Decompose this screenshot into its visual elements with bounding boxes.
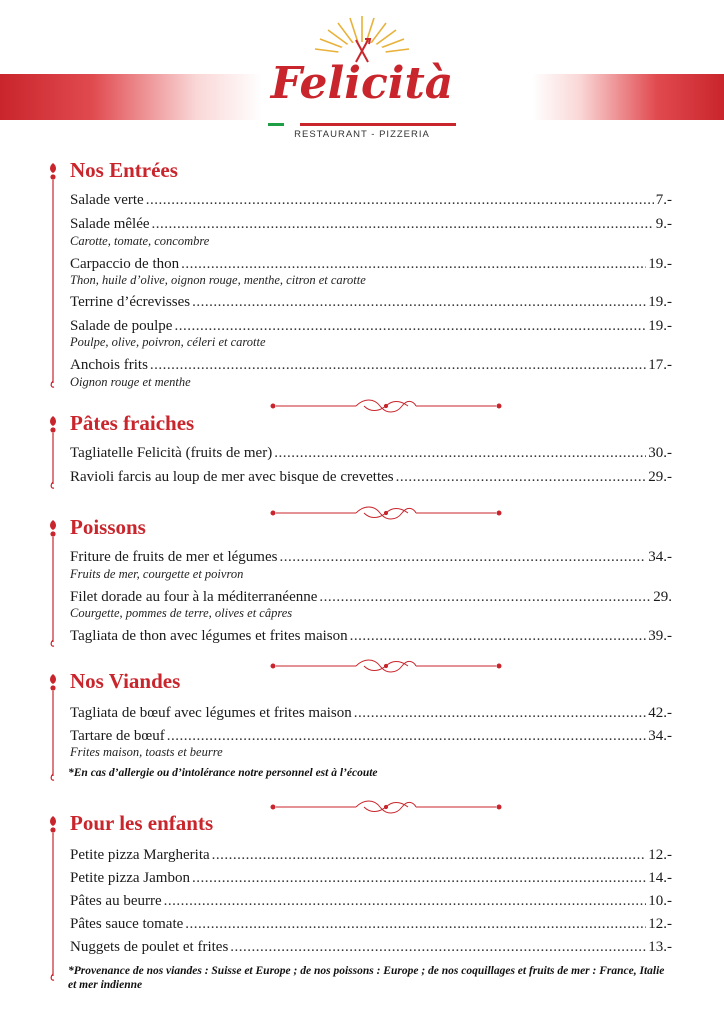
item-price: 30.-: [648, 445, 672, 461]
menu-item: [70, 443, 672, 463]
dot-leader: [174, 316, 646, 336]
item-price: 12.-: [648, 847, 672, 863]
item-name: Tartare de bœuf: [70, 728, 165, 744]
menu-item: [70, 214, 672, 234]
item-name: Terrine d’écrevisses: [70, 294, 191, 310]
dot-leader: [396, 467, 647, 487]
dot-leader: [150, 355, 646, 375]
item-price: 17.-: [648, 357, 672, 373]
menu-item: [70, 845, 672, 865]
section-title: Nos Viandes: [70, 669, 181, 693]
item-name: Filet dorade au four à la méditerranéenne: [70, 589, 318, 605]
allergy-note: *En cas d’allergie ou d’intolérance notre personnel est à l’écoute: [68, 767, 378, 779]
dot-leader: [164, 891, 647, 911]
dot-leader: [167, 726, 647, 746]
menu-item: [70, 726, 672, 746]
item-price: 42.-: [648, 705, 672, 721]
item-price: 10.-: [648, 893, 672, 909]
dot-leader: [146, 190, 654, 210]
dot-leader: [185, 914, 646, 934]
item-name: Carpaccio de thon: [70, 256, 180, 272]
item-description: Thon, huile d’olive, oignon rouge, menthe, citron et carotte: [70, 273, 366, 287]
dot-leader: [192, 868, 646, 888]
flag-green-stripe: [268, 123, 284, 126]
dot-leader: [279, 547, 646, 567]
flourish-divider-icon: [268, 797, 504, 817]
dot-leader: [350, 626, 647, 646]
item-description: Fruits de mer, courgette et poivron: [70, 567, 244, 581]
menu-item: [70, 292, 672, 312]
section-title: Nos Entrées: [70, 158, 178, 182]
item-price: 9.-: [655, 216, 672, 232]
item-price: 34.-: [648, 728, 672, 744]
ornament-bullet-icon: [47, 163, 59, 389]
ornament-bullet-icon: [47, 674, 59, 782]
item-price: 39.-: [648, 628, 672, 644]
item-price: 19.-: [648, 318, 672, 334]
item-name: Pâtes sauce tomate: [70, 916, 184, 932]
provenance-note: *Provenance de nos viandes : Suisse et Europe ; de nos poissons : Europe ; de nos coquillages et fruits de mer : France, Italie et mer indienne: [68, 965, 665, 991]
item-name: Anchois frits: [70, 357, 148, 373]
item-name: Salade verte: [70, 192, 144, 208]
menu-item: [70, 316, 672, 336]
flourish-divider-icon: [268, 503, 504, 523]
item-description: Oignon rouge et menthe: [70, 375, 191, 389]
menu-item: [70, 937, 672, 957]
menu-item: [70, 355, 672, 375]
item-description: Frites maison, toasts et beurre: [70, 745, 223, 759]
flag-red-stripe: [300, 123, 456, 126]
header-band-right: [532, 74, 724, 120]
flourish-divider-icon: [268, 656, 504, 676]
item-price: 13.-: [648, 939, 672, 955]
item-price: 34.-: [648, 549, 672, 565]
item-name: Salade de poulpe: [70, 318, 173, 334]
item-name: Pâtes au beurre: [70, 893, 162, 909]
item-description: Poulpe, olive, poivron, céleri et carotte: [70, 335, 266, 349]
dot-leader: [274, 443, 646, 463]
menu-item: [70, 891, 672, 911]
menu-item: [70, 190, 672, 210]
flourish-divider-icon: [268, 396, 504, 416]
item-name: Salade mêlée: [70, 216, 150, 232]
item-price: 19.-: [648, 256, 672, 272]
ornament-bullet-icon: [47, 416, 59, 490]
menu-item: [70, 626, 672, 646]
item-name: Nuggets de poulet et frites: [70, 939, 229, 955]
dot-leader: [354, 703, 646, 723]
item-description: Courgette, pommes de terre, olives et câpres: [70, 606, 293, 620]
item-name: Tagliata de thon avec légumes et frites maison: [70, 628, 348, 644]
item-name: Petite pizza Jambon: [70, 870, 190, 886]
brand-name: Felicità: [270, 58, 454, 109]
menu-item: [70, 587, 672, 607]
menu-item: [70, 703, 672, 723]
dot-leader: [152, 214, 654, 234]
item-price: 29.: [653, 589, 672, 605]
item-price: 19.-: [648, 294, 672, 310]
menu-item: [70, 254, 672, 274]
item-name: Friture de fruits de mer et légumes: [70, 549, 278, 565]
item-price: 14.-: [648, 870, 672, 886]
header-band-left: [0, 74, 262, 120]
item-price: 29.-: [648, 469, 672, 485]
restaurant-logo: [262, 10, 462, 140]
ornament-bullet-icon: [47, 816, 59, 982]
menu-item: [70, 914, 672, 934]
section-title: Pour les enfants: [70, 811, 214, 835]
dot-leader: [212, 845, 647, 865]
dot-leader: [192, 292, 646, 312]
dot-leader: [230, 937, 646, 957]
section-title: Poissons: [70, 515, 146, 539]
section-title: Pâtes fraiches: [70, 411, 195, 435]
flag-white-stripe: [284, 123, 300, 126]
item-name: Tagliata de bœuf avec légumes et frites maison: [70, 705, 352, 721]
ornament-bullet-icon: [47, 520, 59, 648]
brand-subtitle: RESTAURANT - PIZZERIA: [294, 129, 430, 140]
item-name: Petite pizza Margherita: [70, 847, 210, 863]
menu-item: [70, 547, 672, 567]
menu-item: [70, 868, 672, 888]
dot-leader: [181, 254, 646, 274]
item-description: Carotte, tomate, concombre: [70, 234, 210, 248]
menu-item: [70, 467, 672, 487]
item-price: 12.-: [648, 916, 672, 932]
item-price: 7.-: [655, 192, 672, 208]
item-name: Tagliatelle Felicità (fruits de mer): [70, 445, 273, 461]
dot-leader: [319, 587, 651, 607]
item-name: Ravioli farcis au loup de mer avec bisque de crevettes: [70, 469, 394, 485]
